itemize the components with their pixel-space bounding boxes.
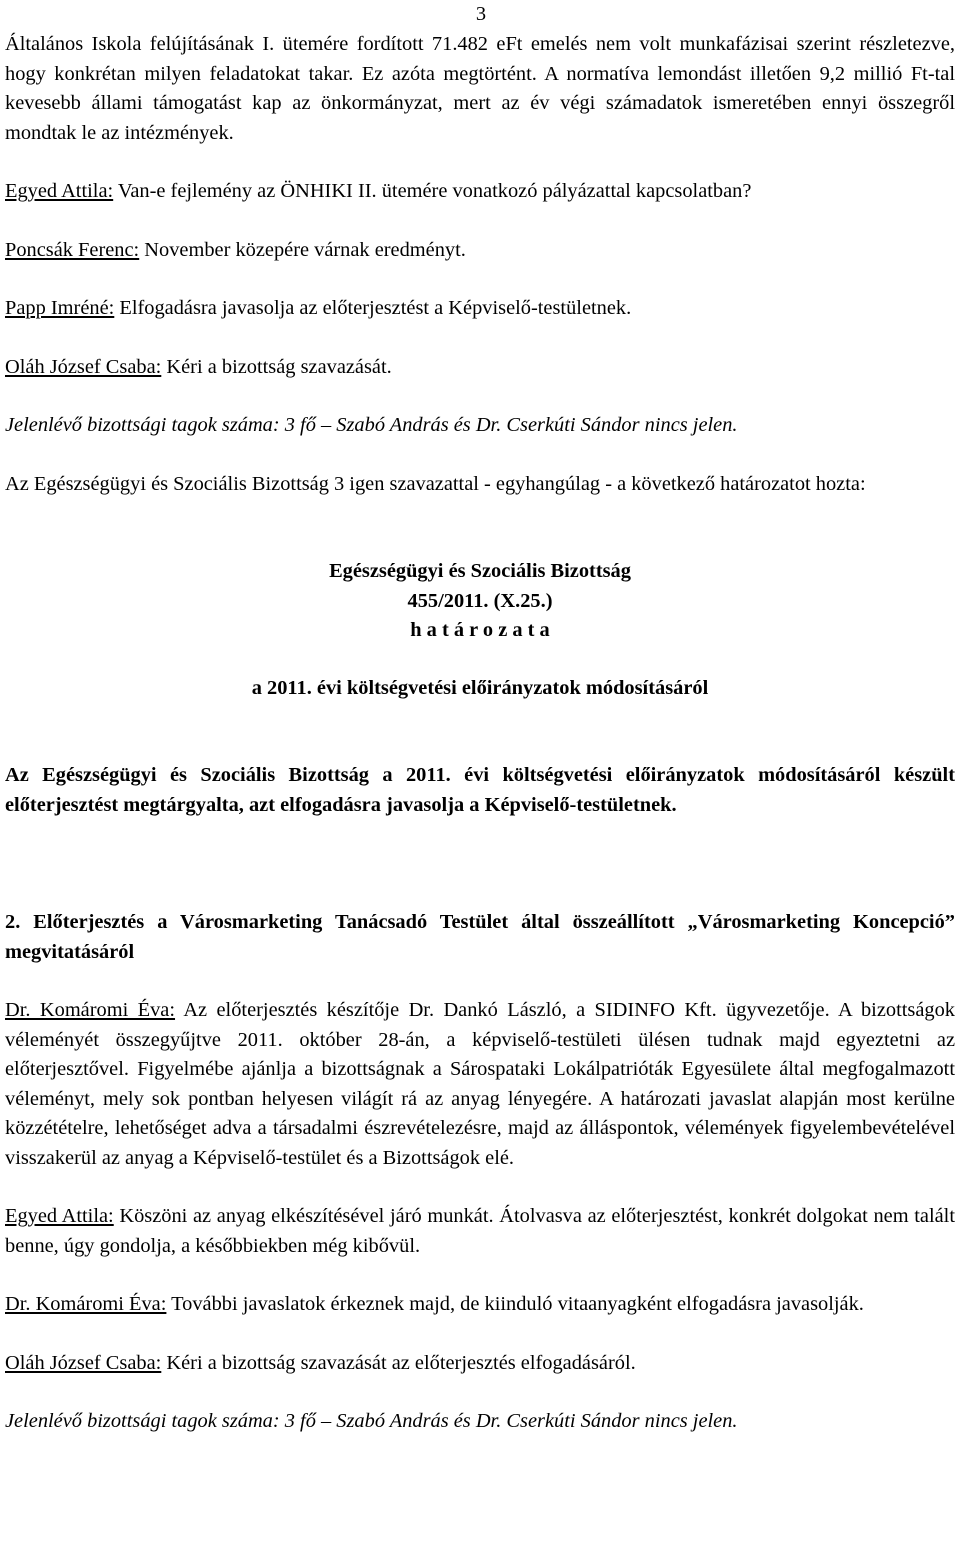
statement-egyed bbox=[5, 1202, 955, 1261]
speaker-name: Dr. Komáromi Éva: bbox=[5, 1293, 167, 1315]
speaker-name: Oláh József Csaba: bbox=[5, 355, 162, 378]
speech-text: Kéri a bizottság szavazását. bbox=[161, 355, 392, 378]
attendance-note: Jelenlévő bizottsági tagok száma: 3 fő – Szabó András és Dr. Cserkúti Sándor nincs jelen. bbox=[5, 414, 738, 436]
statement-olah bbox=[5, 353, 955, 383]
speech-text: Az előterjesztés készítője Dr. Dankó László, a SIDINFO Kft. ügyvezetője. A bizottságok véleményét összegyűjtve 2011. október 28-án, a képviselő-testületi ülésen tudnak majd egyeztetni az előterjesztővel. Figyelmébe ajánlja a bizottságnak a Sárospataki Lokálpatrióták Egyesülete által megfogalmazott véleményt, mely sok pontban helyesen világít rá az anyag lényegére. A határozati javaslat alapján most kerülne közzétételre, lehetőséget adva a társadalmi észrevételezésre, majd az álláspontok, vélemények figyelembevételével visszakerül az anyag a Képviselő-testület és a Bizottságok elé. bbox=[5, 999, 955, 1169]
speaker-name: Oláh József Csaba: bbox=[5, 1351, 162, 1374]
attendance-note-2: Jelenlévő bizottsági tagok száma: 3 fő – Szabó András és Dr. Cserkúti Sándor nincs jelen. bbox=[5, 1410, 738, 1432]
resolution-header bbox=[5, 557, 955, 646]
statement-komaromi-1 bbox=[5, 996, 955, 1173]
speaker-name: Dr. Komáromi Éva: bbox=[5, 999, 176, 1021]
intro-paragraph: Általános Iskola felújításának I. ütemére fordított 71.482 eFt emelés nem volt munkafázisai szerint részletezve, hogy konkrétan milyen feladatokat takar. Ez azóta megtörtént. A normatíva lemondást illetően 9,2 millió Ft-tal kevesebb állami támogatást kap az önkormányzat, mert az év végi számadatok ismeretében ennyi összegről mondtak le az intézmények. bbox=[5, 33, 955, 144]
vote-statement: Az Egészségügyi és Szociális Bizottság 3 igen szavazattal - egyhangúlag - a következő határozatot hozta: bbox=[5, 472, 866, 495]
speech-text: Van-e fejlemény az ÖNHIKI II. ütemére vonatkozó pályázattal kapcsolatban? bbox=[113, 180, 752, 202]
page-number: 3 bbox=[475, 3, 487, 25]
resolution-subject: a 2011. évi költségvetési előirányzatok módosításáról bbox=[251, 676, 709, 699]
document-body bbox=[5, 30, 955, 1437]
section-title: 2. Előterjesztés a Városmarketing Tanácsadó Testület által összeállított „Városmarketing Koncepció” megvitatásáról bbox=[5, 911, 955, 963]
resolution-label: h a t á r o z a t a bbox=[410, 619, 550, 641]
speaker-name: Poncsák Ferenc: bbox=[5, 238, 140, 261]
resolution-number: 455/2011. (X.25.) bbox=[407, 589, 553, 612]
answer-poncsak bbox=[5, 236, 955, 266]
speaker-name: Egyed Attila: bbox=[5, 1205, 114, 1227]
speaker-name: Papp Imréné: bbox=[5, 297, 115, 319]
statement-komaromi-2 bbox=[5, 1290, 955, 1320]
statement-olah-2 bbox=[5, 1349, 955, 1379]
speaker-name: Egyed Attila: bbox=[5, 180, 114, 202]
question-egyed bbox=[5, 177, 955, 207]
speech-text: Köszöni az anyag elkészítésével járó munkát. Átolvasva az előterjesztést, konkrét dolgokat nem talált benne, úgy gondolja, a későbbiekben még kibővül. bbox=[5, 1205, 955, 1257]
resolution-committee: Egészségügyi és Szociális Bizottság bbox=[329, 560, 631, 582]
speech-text: További javaslatok érkeznek majd, de kiinduló vitaanyagként elfogadásra javasolják. bbox=[166, 1293, 864, 1315]
resolution-body: Az Egészségügyi és Szociális Bizottság a 2011. évi költségvetési előirányzatok módosításáról készült előterjesztést megtárgyalta, azt elfogadásra javasolja a Képviselő-testületnek. bbox=[5, 764, 955, 816]
statement-papp bbox=[5, 294, 955, 324]
speech-text: November közepére várnak eredményt. bbox=[139, 238, 466, 261]
speech-text: Elfogadásra javasolja az előterjesztést a Képviselő-testületnek. bbox=[114, 297, 632, 319]
speech-text: Kéri a bizottság szavazását az előterjesztés elfogadásáról. bbox=[161, 1351, 636, 1374]
